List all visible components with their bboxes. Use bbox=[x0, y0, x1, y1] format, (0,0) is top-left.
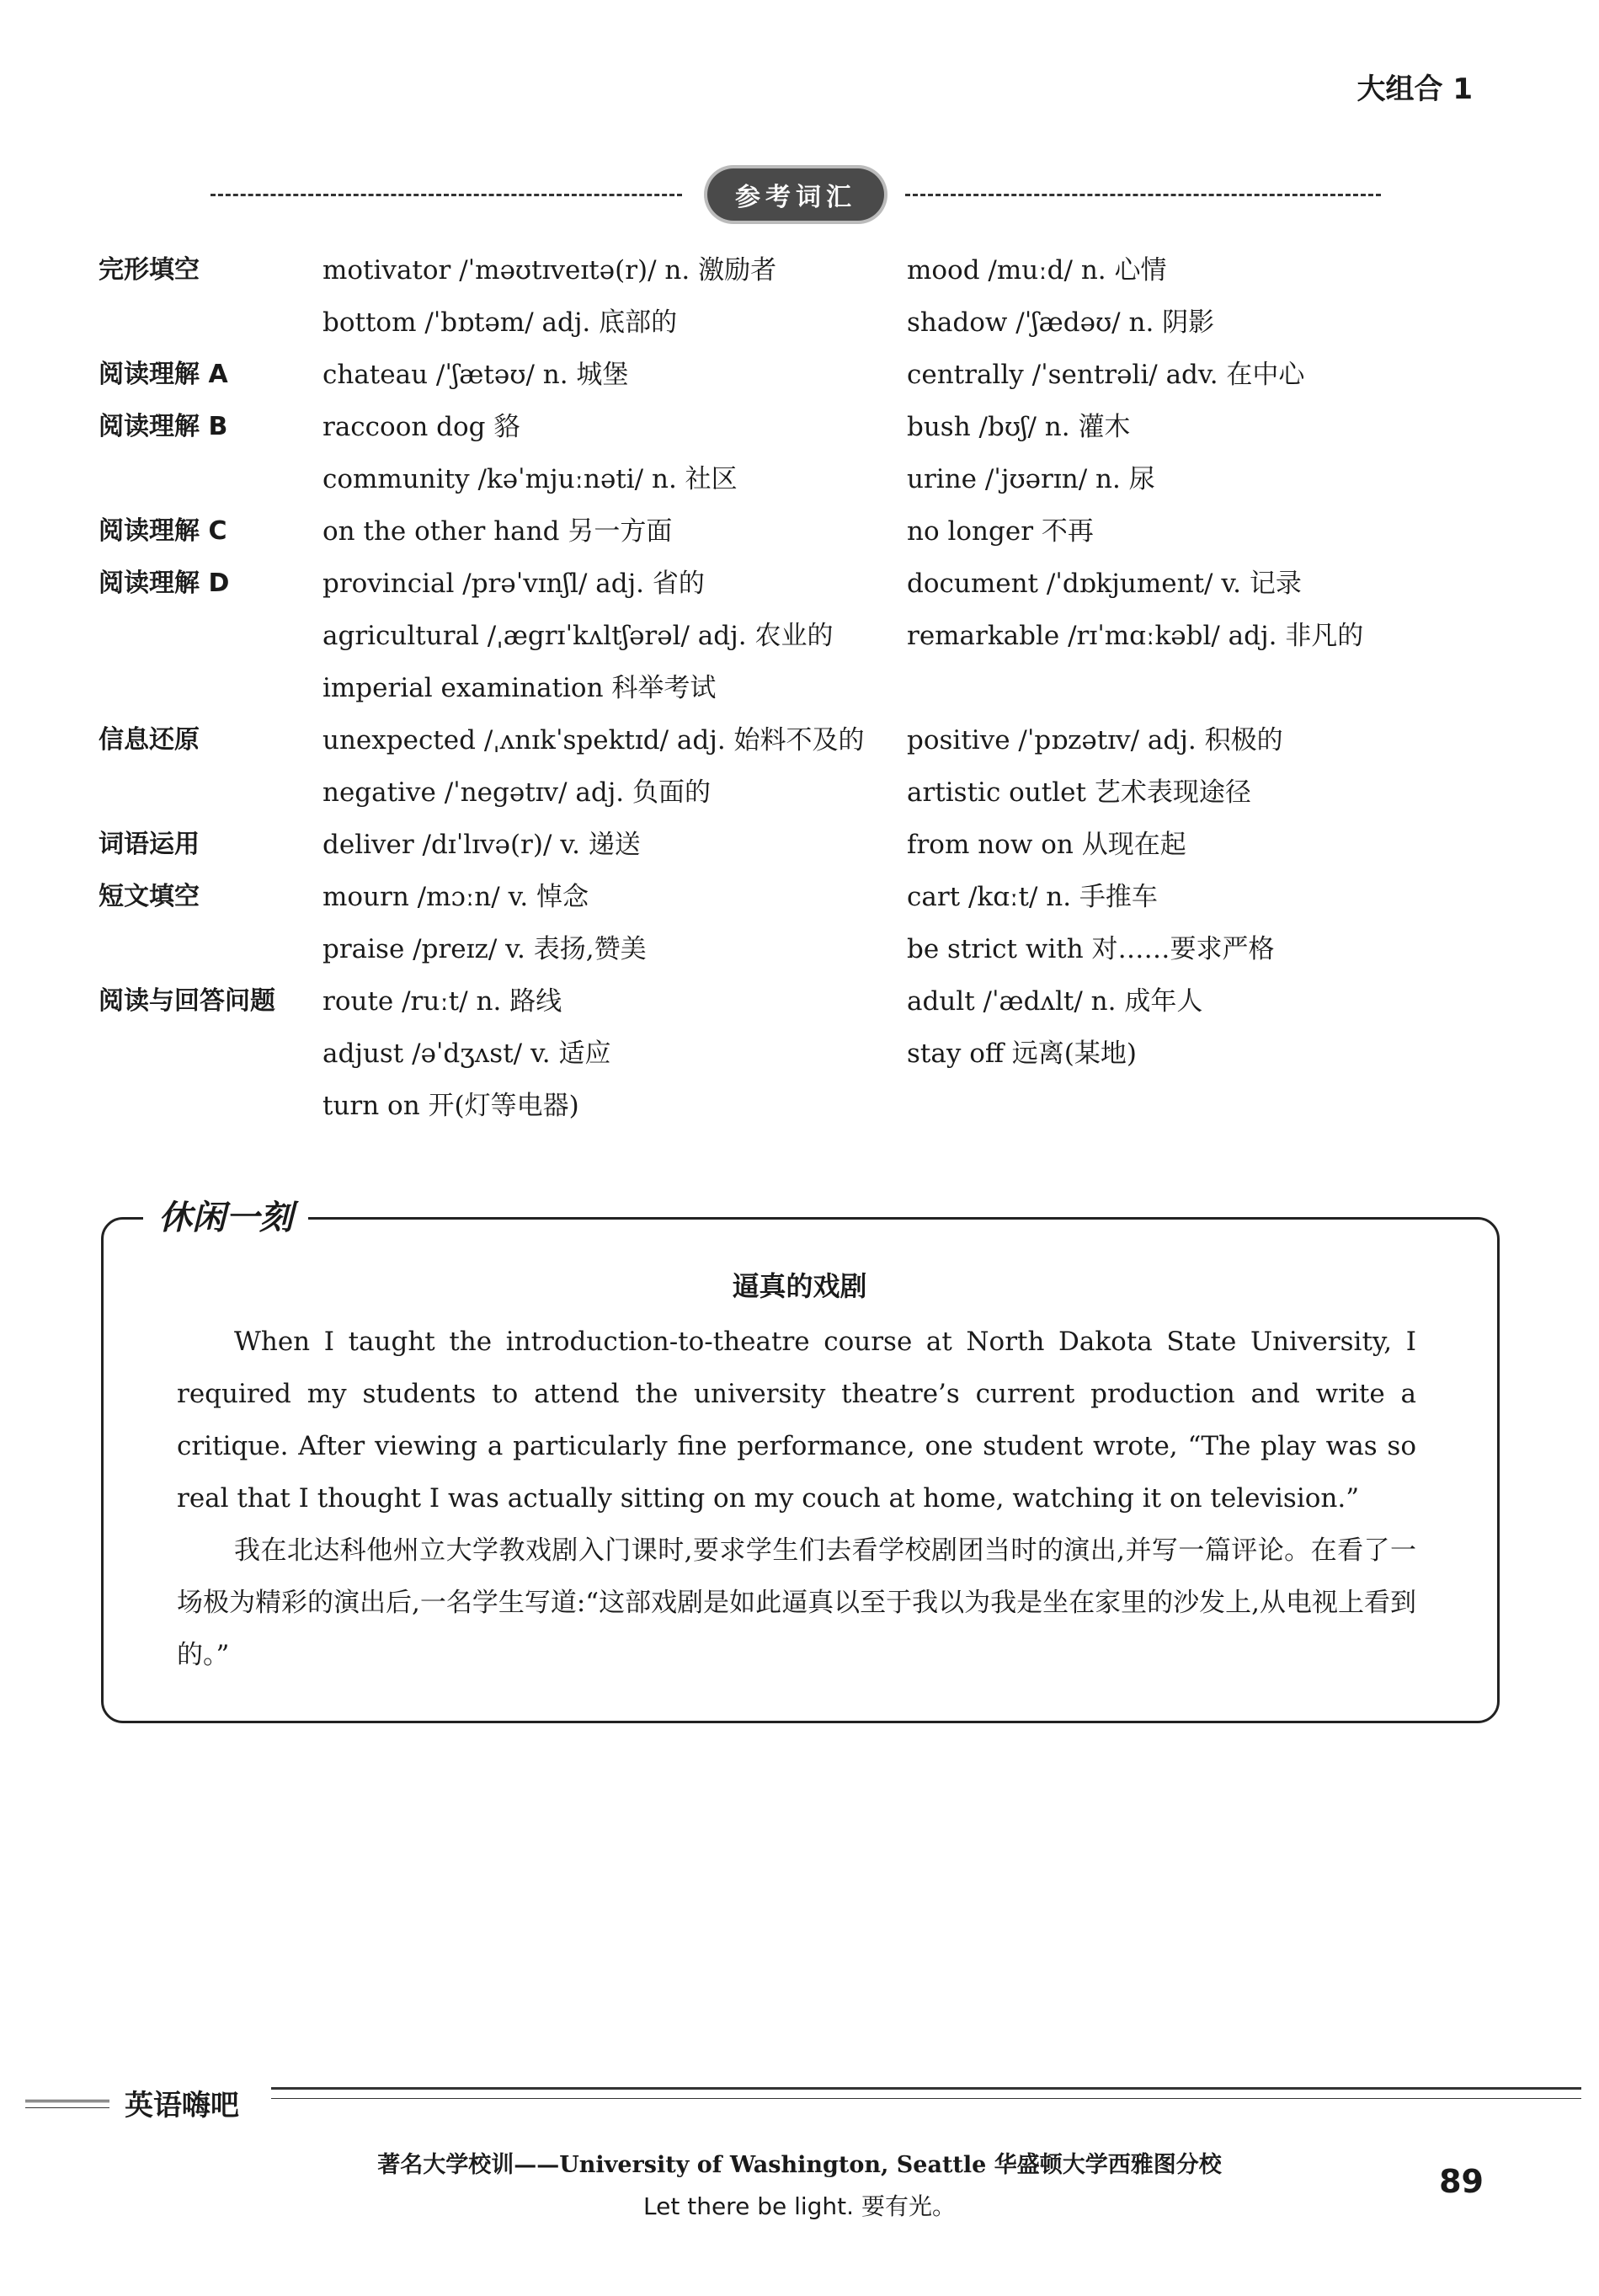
page-number: 89 bbox=[1439, 2163, 1484, 2200]
footer-rule bbox=[271, 2087, 1581, 2099]
vocab-row bbox=[0, 296, 1599, 349]
vocab-row bbox=[0, 610, 1599, 662]
vocab-category: 阅读与回答问题 bbox=[99, 986, 275, 1016]
vocab-entry-left: imperial examination 科举考试 bbox=[322, 673, 717, 703]
divider bbox=[211, 194, 682, 196]
vocab-row bbox=[0, 505, 1599, 558]
vocab-entry-right: mood /muːd/ n. 心情 bbox=[907, 255, 1167, 286]
vocab-entry-left: praise /preɪz/ v. 表扬,赞美 bbox=[322, 934, 647, 964]
vocab-entry-left: agricultural /ˌægrɪˈkʌltʃərəl/ adj. 农业的 bbox=[322, 621, 834, 651]
vocab-category: 短文填空 bbox=[99, 882, 200, 911]
vocab-banner: 参考词汇 bbox=[707, 168, 884, 221]
story-english-text: When I taught the introduction-to-theatre course at North Dakota State University, I required my students to attend the university theatre’s current production and write a critique. After viewing a particularly fine performance, one student wrote, “The play was so real that I thought I was actually sitting on my couch at home, watching it on television.” bbox=[177, 1327, 1416, 1514]
vocab-entry-left: chateau /ˈʃætəʊ/ n. 城堡 bbox=[322, 360, 629, 390]
story-english bbox=[177, 1316, 1416, 1524]
vocab-entry-left: mourn /mɔːn/ v. 悼念 bbox=[322, 882, 589, 912]
story-chinese-text: 我在北达科他州立大学教戏剧入门课时,要求学生们去看学校剧团当时的演出,并写一篇评论。在看了一场极为精彩的演出后,一名学生写道:“这部戏剧是如此逼真以至于我以为我是坐在家里的沙发上,从电视上看到的。” bbox=[177, 1535, 1416, 1670]
vocab-entry-right: urine /ˈjʊərɪn/ n. 尿 bbox=[907, 464, 1155, 494]
vocab-row bbox=[0, 244, 1599, 296]
vocab-entry-left: turn on 开(灯等电器) bbox=[322, 1091, 579, 1121]
footer-section: 英语嗨吧 bbox=[125, 2089, 239, 2122]
vocab-row bbox=[0, 871, 1599, 923]
vocab-entry-left: bottom /ˈbɒtəm/ adj. 底部的 bbox=[322, 307, 678, 338]
vocab-entry-right: cart /kɑːt/ n. 手推车 bbox=[907, 882, 1158, 912]
vocab-entry-right: from now on 从现在起 bbox=[907, 830, 1186, 860]
vocab-entry-left: deliver /dɪˈlɪvə(r)/ v. 递送 bbox=[322, 830, 641, 860]
vocab-entry-right: stay off 远离(某地) bbox=[907, 1039, 1137, 1069]
vocab-entry-left: on the other hand 另一方面 bbox=[322, 516, 673, 547]
vocab-entry-left: provincial /prəˈvɪnʃl/ adj. 省的 bbox=[322, 569, 705, 599]
vocab-category: 阅读理解 C bbox=[99, 516, 227, 546]
vocab-row bbox=[0, 975, 1599, 1028]
vocab-category: 完形填空 bbox=[99, 255, 200, 285]
vocab-entry-right: artistic outlet 艺术表现途径 bbox=[907, 777, 1251, 808]
vocab-row bbox=[0, 714, 1599, 766]
vocab-entry-left: adjust /əˈdʒʌst/ v. 适应 bbox=[322, 1039, 611, 1069]
vocab-entry-right: centrally /ˈsentrəli/ adv. 在中心 bbox=[907, 360, 1305, 390]
vocab-row bbox=[0, 1028, 1599, 1080]
vocab-category: 信息还原 bbox=[99, 725, 200, 755]
section-label: 大组合 1 bbox=[1356, 72, 1473, 106]
vocab-entry-right: be strict with 对……要求严格 bbox=[907, 934, 1275, 964]
vocab-entry-left: raccoon dog 貉 bbox=[322, 412, 520, 442]
motto-translation: Let there be light. 要有光。 bbox=[643, 2192, 956, 2220]
vocab-row bbox=[0, 1080, 1599, 1132]
vocab-entry-left: community /kəˈmjuːnəti/ n. 社区 bbox=[322, 464, 738, 494]
vocab-category: 阅读理解 B bbox=[99, 412, 228, 441]
divider bbox=[905, 194, 1381, 196]
vocab-entry-left: motivator /ˈməʊtɪveɪtə(r)/ n. 激励者 bbox=[322, 255, 777, 286]
vocab-row bbox=[0, 662, 1599, 714]
vocab-entry-right: shadow /ˈʃædəʊ/ n. 阴影 bbox=[907, 307, 1215, 338]
leisure-title: 逼真的戏剧 bbox=[732, 1270, 867, 1302]
vocab-row bbox=[0, 819, 1599, 871]
vocab-row bbox=[0, 401, 1599, 453]
vocab-entry-left: unexpected /ˌʌnɪkˈspektɪd/ adj. 始料不及的 bbox=[322, 725, 865, 756]
vocab-row bbox=[0, 349, 1599, 401]
vocab-row bbox=[0, 923, 1599, 975]
university-motto: 著名大学校训——University of Washington, Seattle 华盛顿大学西雅图分校 bbox=[377, 2152, 1222, 2178]
vocab-category: 阅读理解 A bbox=[99, 360, 228, 389]
vocab-entry-left: route /ruːt/ n. 路线 bbox=[322, 986, 562, 1017]
vocab-category: 词语运用 bbox=[99, 830, 200, 859]
leisure-tag: 休闲一刻 bbox=[143, 1194, 308, 1241]
vocab-entry-right: document /ˈdɒkjument/ v. 记录 bbox=[907, 569, 1302, 599]
vocab-row bbox=[0, 766, 1599, 819]
vocab-entry-right: positive /ˈpɒzətɪv/ adj. 积极的 bbox=[907, 725, 1283, 756]
vocab-entry-left: negative /ˈnegətɪv/ adj. 负面的 bbox=[322, 777, 712, 808]
vocab-entry-right: no longer 不再 bbox=[907, 516, 1094, 547]
vocab-entry-right: remarkable /rɪˈmɑːkəbl/ adj. 非凡的 bbox=[907, 621, 1364, 651]
vocab-row bbox=[0, 558, 1599, 610]
footer-rule bbox=[25, 2100, 109, 2108]
story-chinese bbox=[177, 1524, 1416, 1681]
vocab-entry-right: bush /bʊʃ/ n. 灌木 bbox=[907, 412, 1131, 442]
vocab-category: 阅读理解 D bbox=[99, 569, 230, 598]
vocab-row bbox=[0, 453, 1599, 505]
vocab-entry-right: adult /ˈædʌlt/ n. 成年人 bbox=[907, 986, 1203, 1017]
